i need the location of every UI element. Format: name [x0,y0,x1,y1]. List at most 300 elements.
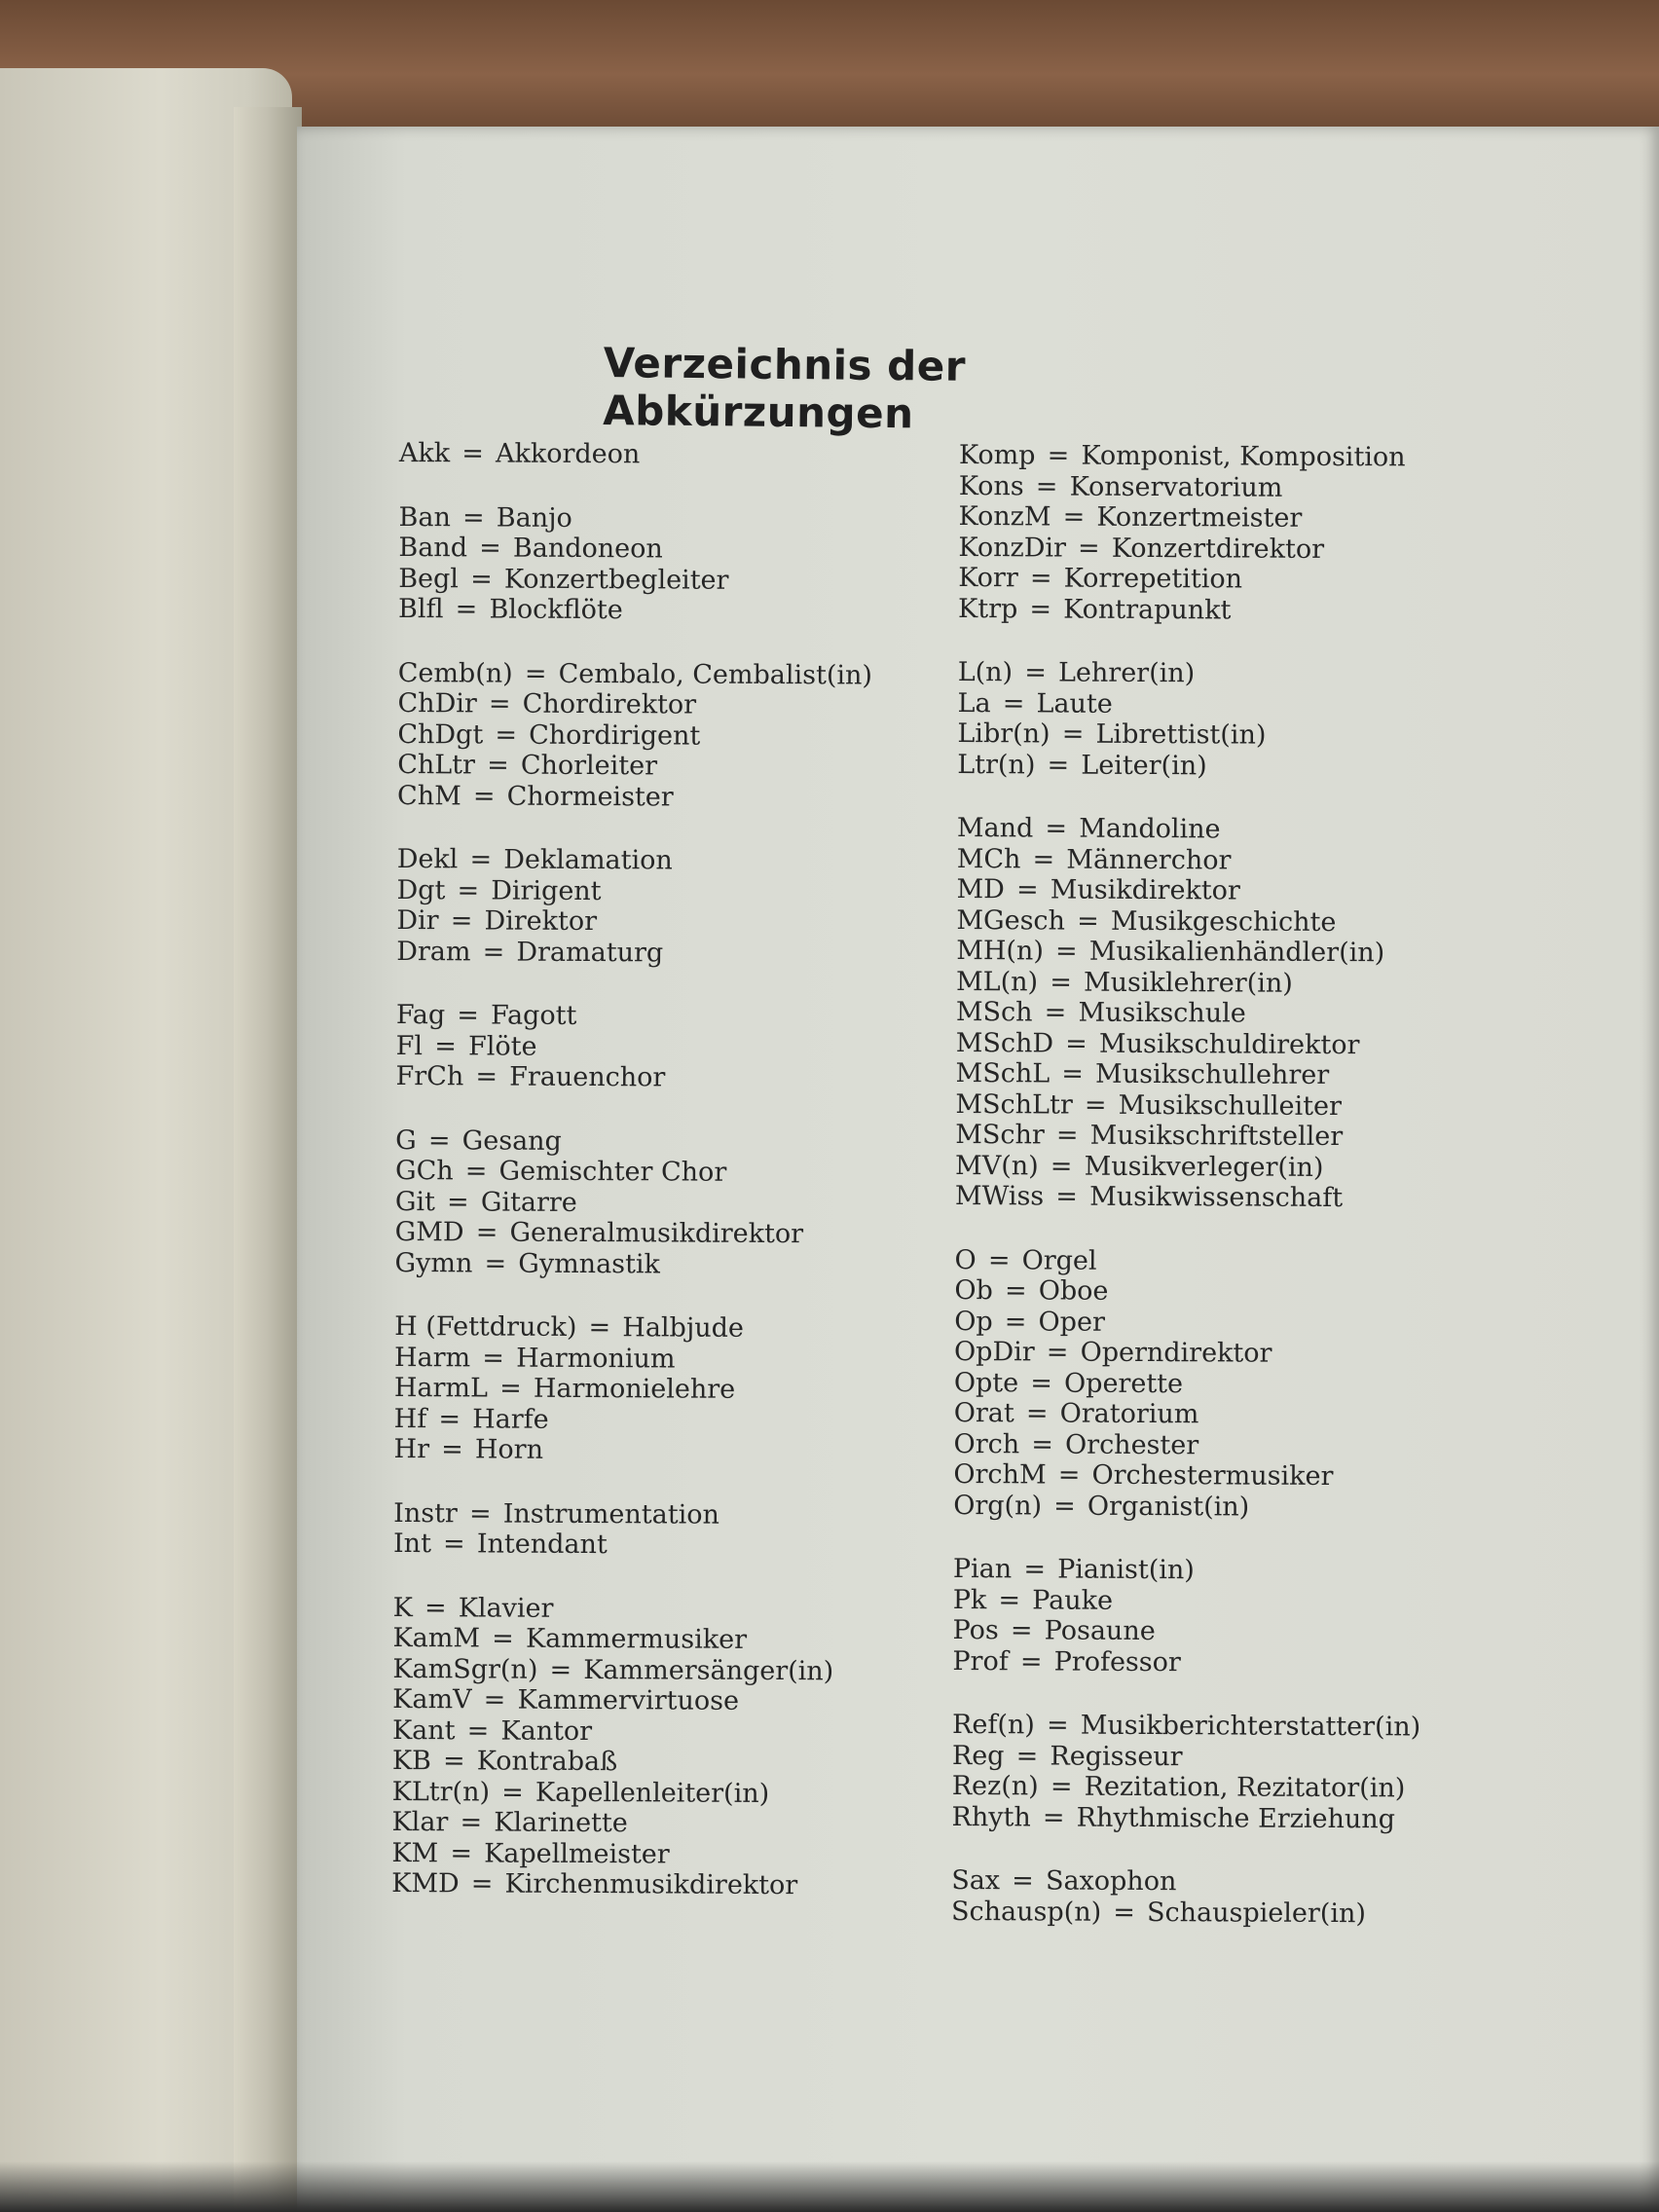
abbreviation-entry [398,594,943,627]
abbreviation: Instr [393,1497,458,1529]
equals-sign: = [1061,719,1085,750]
abbreviation-meaning: Dirigent [491,875,602,906]
abbreviation: GMD [394,1216,464,1248]
abbreviation: ChDgt [397,719,484,750]
abbreviation: Dir [396,904,439,937]
equals-sign: = [472,780,496,812]
abbreviation-meaning: Organist(in) [1087,1491,1250,1523]
abbreviation-entry [955,1088,1481,1122]
abbreviation: Rhyth [951,1801,1031,1832]
abbreviation-group [394,1124,940,1280]
abbreviation: L(n) [957,656,1014,688]
abbreviation: Fag [395,999,446,1031]
page-title: Verzeichnis der Abkürzungen [602,339,967,438]
abbreviation-meaning: Fagott [491,1000,577,1031]
abbreviation-meaning: Kirchenmusikdirektor [504,1868,798,1901]
equals-sign: = [442,1746,465,1777]
abbreviation-meaning: Harmonium [516,1343,676,1374]
equals-sign: = [450,1837,473,1868]
abbreviation: MD [956,873,1005,905]
abbreviation-meaning: Rezitation, Rezitator(in) [1084,1771,1406,1804]
abbreviation-meaning: Konzertmeister [1096,501,1303,534]
abbreviation-entry [956,936,1482,969]
equals-sign: = [443,1529,465,1560]
equals-sign: = [438,1403,461,1434]
abbreviation-entry [953,1554,1479,1587]
abbreviation-entry [398,563,943,596]
abbreviation: MH(n) [956,935,1044,967]
abbreviation: Kons [958,470,1024,501]
abbreviation-meaning: Cembalo, Cembalist(in) [558,658,873,691]
abbreviation: Op [954,1306,993,1337]
abbreviation-meaning: Oboe [1038,1275,1109,1307]
abbreviation: Pos [952,1614,999,1646]
equals-sign: = [1019,1645,1043,1677]
equals-sign: = [1044,997,1067,1028]
abbreviation-meaning: Pauke [1032,1584,1114,1616]
equals-sign: = [987,1244,1011,1275]
abbreviation-entry [952,1645,1478,1678]
abbreviation-entry [958,563,1484,596]
abbreviation-entry [391,1837,937,1870]
abbreviation-meaning: Musikwissenschaft [1089,1181,1344,1214]
abbreviation: KLtr(n) [391,1776,491,1808]
abbreviation-meaning: Leiter(in) [1081,750,1207,781]
abbreviation: Cemb(n) [397,657,513,689]
abbreviation: Pk [952,1584,987,1615]
abbreviation-entry [952,1801,1478,1834]
abbreviation-group [396,844,942,970]
equals-sign: = [1113,1897,1136,1928]
abbreviation-meaning: Direktor [484,905,598,938]
equals-sign: = [441,1434,463,1465]
equals-sign: = [457,874,480,905]
abbreviation-meaning: Operndirektor [1080,1337,1272,1369]
equals-sign: = [475,1217,498,1248]
abbreviation-entry [954,1306,1480,1339]
abbreviation-meaning: Kontrapunkt [1063,594,1232,625]
abbreviation: FrCh [395,1060,464,1092]
abbreviation-meaning: Operette [1064,1368,1184,1399]
abbreviation-meaning: Orchester [1064,1429,1199,1460]
abbreviation-meaning: Gitarre [480,1186,577,1218]
abbreviation: Hf [393,1403,427,1434]
abbreviation-entry [957,813,1483,846]
abbreviation: Ob [954,1274,993,1307]
abbreviation-meaning: Oratorium [1059,1398,1199,1430]
abbreviation: Schausp(n) [951,1896,1102,1928]
equals-sign: = [1015,1740,1039,1771]
abbreviation-entry [391,1807,937,1840]
equals-sign: = [524,658,547,689]
equals-sign: = [1065,1028,1088,1059]
abbreviation-entry [393,1592,939,1625]
abbreviation-entry [954,1275,1480,1309]
abbreviation: OpDir [954,1336,1035,1368]
abbreviation-column-right [951,440,1485,1963]
abbreviation: O [954,1244,977,1275]
abbreviation: MSch [955,996,1033,1028]
equals-sign: = [427,1124,451,1156]
abbreviation-entry [394,1373,940,1406]
abbreviation-entry [398,501,943,535]
equals-sign: = [1062,501,1086,533]
abbreviation-group [955,813,1483,1214]
abbreviation: Akk [398,438,451,469]
abbreviation-entry [955,1120,1481,1153]
abbreviation-meaning: Gemischter Chor [498,1156,727,1188]
equals-sign: = [1025,1398,1049,1429]
abbreviation: KonzDir [958,532,1067,564]
abbreviation-meaning: Musikschriftsteller [1089,1120,1344,1153]
equals-sign: = [1015,874,1039,905]
abbreviation-group [397,657,943,813]
equals-sign: = [455,594,478,625]
abbreviation-entry [959,501,1485,535]
abbreviation-entry [956,997,1482,1030]
abbreviation-entry [956,904,1482,938]
abbreviation: Klar [391,1806,449,1838]
abbreviation-entry [951,1865,1477,1899]
abbreviation: MSchr [955,1119,1045,1151]
abbreviation-meaning: Gesang [461,1124,562,1157]
abbreviation: Gymn [394,1247,473,1278]
abbreviation: KM [391,1837,439,1868]
abbreviation-entry [395,1061,940,1094]
abbreviation-meaning: Generalmusikdirektor [509,1217,804,1250]
abbreviation: Begl [398,563,460,594]
abbreviation: Ref(n) [952,1709,1035,1741]
abbreviation-meaning: Musikschulleiter [1118,1089,1343,1122]
equals-sign: = [488,688,511,719]
abbreviation-entry [393,1529,939,1562]
abbreviation-entry [956,1058,1482,1091]
abbreviation-meaning: Halbjude [622,1312,745,1344]
abbreviation-meaning: Musikalienhändler(in) [1088,936,1385,969]
abbreviation: HarmL [393,1372,489,1404]
equals-sign: = [998,1584,1021,1615]
abbreviation-meaning: Mandoline [1079,813,1221,845]
abbreviation-entry [957,749,1483,782]
equals-sign: = [501,1777,524,1808]
abbreviation-meaning: Professor [1053,1646,1181,1677]
abbreviation: MGesch [956,904,1066,937]
equals-sign: = [461,438,484,469]
abbreviation-meaning: Kontrabaß [476,1746,618,1778]
abbreviation-meaning: Komponist, Komposition [1081,440,1406,473]
abbreviation-entry [952,1710,1478,1743]
abbreviation-entry [392,1746,938,1779]
abbreviation: KamSgr(n) [392,1653,538,1685]
abbreviation-entry [395,1156,940,1189]
abbreviation: MV(n) [955,1150,1039,1181]
abbreviation-meaning: Chordirigent [529,719,701,752]
abbreviation: MSchLtr [955,1088,1073,1121]
abbreviation-meaning: Gymnastik [518,1248,661,1279]
abbreviation-entry [955,1244,1481,1277]
equals-sign: = [1024,657,1047,688]
abbreviation-entry [954,1428,1480,1461]
equals-sign: = [1030,1367,1053,1399]
abbreviation-entry [392,1623,938,1656]
equals-sign: = [1054,936,1078,967]
abbreviation-entry [954,1367,1480,1400]
abbreviation-meaning: Orchestermusiker [1091,1459,1334,1493]
equals-sign: = [1061,1058,1085,1089]
abbreviation-meaning: Musikdirektor [1050,874,1240,906]
equals-sign: = [1031,1428,1054,1460]
equals-sign: = [468,1497,492,1530]
abbreviation-entry [396,874,941,907]
abbreviation-entry [958,532,1484,565]
abbreviation-entry [955,1181,1481,1214]
abbreviation-meaning: Orgel [1021,1244,1097,1276]
abbreviation-meaning: Instrumentation [502,1498,719,1530]
abbreviation: Pian [952,1553,1013,1585]
abbreviation-meaning: Librettist(in) [1095,719,1267,751]
abbreviation-meaning: Musikverleger(in) [1084,1151,1324,1183]
equals-sign: = [1047,440,1070,471]
equals-sign: = [1032,843,1055,875]
abbreviation-entry [959,440,1485,473]
abbreviation-meaning: Laute [1036,687,1113,719]
equals-sign: = [1023,1554,1047,1585]
abbreviation-entry [395,1217,940,1250]
abbreviation-meaning: Musikgeschichte [1110,905,1337,938]
equals-sign: = [1055,1181,1079,1212]
equals-sign: = [1042,1801,1065,1833]
abbreviation-group [393,1311,940,1467]
book-spine [234,107,302,2212]
abbreviation-meaning: Musiklehrer(in) [1083,967,1293,999]
page-bottom-shadow [0,2161,1659,2212]
abbreviation-column-left [391,438,944,1935]
abbreviation-meaning: Musikschule [1078,997,1246,1029]
equals-sign: = [1050,966,1072,998]
abbreviation-meaning: Konservatorium [1069,471,1283,503]
abbreviation: La [957,687,991,719]
equals-sign: = [1077,905,1099,937]
abbreviation-meaning: Kapellenleiter(in) [535,1777,770,1809]
abbreviation-entry [957,719,1483,752]
abbreviation: H (Fettdruck) [394,1310,577,1343]
abbreviation-meaning: Konzertdirektor [1111,533,1325,565]
abbreviation: K [392,1592,413,1623]
abbreviation: Mand [956,812,1034,844]
equals-sign: = [466,1714,490,1747]
abbreviation-meaning: Rhythmische Erziehung [1076,1802,1396,1834]
abbreviation-meaning: Harmonielehre [533,1373,736,1405]
abbreviation-meaning: Klavier [458,1592,554,1624]
abbreviation-entry [392,1684,938,1717]
equals-sign: = [1055,1120,1079,1151]
abbreviation: ML(n) [956,966,1039,997]
abbreviation: MCh [956,843,1021,874]
abbreviation: Hr [393,1433,430,1465]
abbreviation-entry [395,1124,940,1158]
equals-sign: = [1029,563,1052,594]
abbreviation-entry [394,1247,940,1280]
abbreviation-entry [393,1434,939,1467]
abbreviation-entry [396,1030,941,1063]
abbreviation: Opte [953,1367,1019,1398]
abbreviation-meaning: Konzertbegleiter [503,564,729,596]
abbreviation: Reg [951,1740,1005,1771]
equals-sign: = [469,844,493,875]
abbreviation-meaning: Korrepetition [1063,563,1243,595]
equals-sign: = [1046,1710,1069,1741]
equals-sign: = [457,1000,480,1031]
abbreviation: GCh [394,1155,454,1187]
abbreviation-meaning: Kapellmeister [484,1837,670,1869]
equals-sign: = [461,501,485,533]
equals-sign: = [487,750,509,781]
abbreviation: Dram [396,936,471,967]
abbreviation: KamM [392,1622,481,1654]
abbreviation-entry [956,966,1482,999]
abbreviation-meaning: Klarinette [494,1807,628,1839]
equals-sign: = [1047,749,1070,781]
abbreviation: KB [391,1745,431,1777]
equals-sign: = [464,1156,488,1187]
abbreviation: Komp [958,440,1036,471]
abbreviation: Org(n) [953,1490,1043,1521]
abbreviation: Dekl [396,843,459,875]
abbreviation-entry [959,470,1485,503]
equals-sign: = [1046,1337,1069,1368]
abbreviation-meaning: Kantor [500,1715,593,1747]
equals-sign: = [1053,1491,1076,1522]
abbreviation-meaning: Kammersänger(in) [583,1654,834,1686]
equals-sign: = [424,1592,447,1623]
abbreviation-entry [394,1342,940,1375]
abbreviation-entry [396,1000,941,1033]
abbreviation: Orat [953,1397,1014,1429]
equals-sign: = [460,1807,483,1838]
abbreviation-entry [398,657,943,690]
abbreviation: KamV [392,1683,472,1715]
abbreviation-meaning: Posaune [1044,1615,1156,1647]
abbreviation-entry [397,719,942,752]
equals-sign: = [470,1868,494,1899]
abbreviation: ChDir [397,687,477,719]
abbreviation-group [958,440,1485,627]
abbreviation-entry [952,1771,1478,1804]
equals-sign: = [1084,1089,1107,1121]
abbreviation-group [395,1000,940,1094]
abbreviation: Harm [393,1342,471,1373]
abbreviation: Sax [951,1864,1001,1897]
abbreviation: Kant [391,1714,456,1746]
abbreviation-entry [396,905,941,939]
abbreviation-group [398,501,944,627]
abbreviation-meaning: Intendant [476,1529,608,1561]
abbreviation-entry [392,1776,938,1809]
abbreviation-meaning: Dramaturg [516,937,664,968]
abbreviation: Int [392,1528,432,1560]
abbreviation: Ban [398,501,451,533]
abbreviation-entry [958,593,1484,626]
abbreviation-meaning: Schauspieler(in) [1147,1897,1367,1929]
abbreviation-meaning: Musikberichterstatter(in) [1080,1710,1421,1743]
abbreviation-meaning: Flöte [467,1030,537,1062]
abbreviation-meaning: Männerchor [1066,844,1232,875]
abbreviation-meaning: Musikschuldirektor [1098,1028,1360,1060]
equals-sign: = [1012,1865,1034,1897]
abbreviation-entry [958,657,1484,690]
abbreviation: Ktrp [958,593,1018,624]
abbreviation-meaning: Musikschullehrer [1095,1058,1330,1090]
abbreviation: Rez(n) [951,1770,1039,1802]
abbreviation: Korr [958,562,1018,594]
equals-sign: = [479,533,501,564]
equals-sign: = [482,1342,505,1374]
abbreviation-entry [953,1615,1479,1648]
equals-sign: = [1029,593,1052,624]
equals-sign: = [1050,1151,1073,1182]
equals-sign: = [495,719,518,751]
equals-sign: = [499,1373,522,1404]
abbreviation-meaning: Oper [1038,1306,1105,1338]
abbreviation-meaning: Saxophon [1045,1865,1177,1898]
abbreviation-entry [958,687,1484,720]
equals-sign: = [1010,1615,1033,1646]
abbreviation-entry [397,844,942,877]
equals-sign: = [447,1186,469,1217]
abbreviation-meaning: Harfe [472,1403,549,1435]
abbreviation-group [399,438,944,471]
abbreviation: Libr(n) [957,718,1051,750]
abbreviation-entry [392,1653,938,1686]
equals-sign: = [434,1030,457,1061]
abbreviation: Ltr(n) [957,749,1036,780]
abbreviation-entry [956,1027,1482,1060]
abbreviation-entry [394,1403,940,1436]
abbreviation: OrchM [953,1458,1047,1491]
abbreviation-meaning: Pianist(in) [1057,1554,1195,1586]
abbreviation-meaning: Banjo [496,502,572,534]
abbreviation-entry [952,1740,1478,1773]
equals-sign: = [1004,1275,1027,1307]
equals-sign: = [483,1684,506,1715]
abbreviation-entry [957,843,1483,876]
abbreviation: KonzM [958,500,1051,533]
abbreviation: Fl [395,1030,424,1061]
abbreviation-meaning: Chordirektor [522,688,697,720]
abbreviation-entry [955,1150,1481,1183]
abbreviation-group [952,1710,1479,1835]
equals-sign: = [1057,1459,1081,1491]
equals-sign: = [1050,1771,1073,1802]
equals-sign: = [470,563,493,595]
abbreviation-entry [393,1497,939,1530]
abbreviation: Prof [952,1645,1009,1677]
abbreviation: MWiss [954,1180,1045,1212]
abbreviation: Band [398,532,468,564]
equals-sign: = [1045,813,1068,844]
abbreviation-entry [953,1490,1479,1523]
abbreviation-meaning: Frauenchor [509,1061,666,1093]
abbreviation-entry [397,780,942,813]
abbreviation-meaning: Kammermusiker [525,1623,748,1655]
abbreviation-group [951,1865,1477,1930]
equals-sign: = [549,1654,572,1685]
abbreviation-entry [954,1337,1480,1370]
abbreviation-meaning: Lehrer(in) [1057,657,1196,689]
abbreviation-entry [399,438,944,471]
abbreviation-entry [953,1459,1479,1493]
abbreviation-entry [391,1868,937,1901]
